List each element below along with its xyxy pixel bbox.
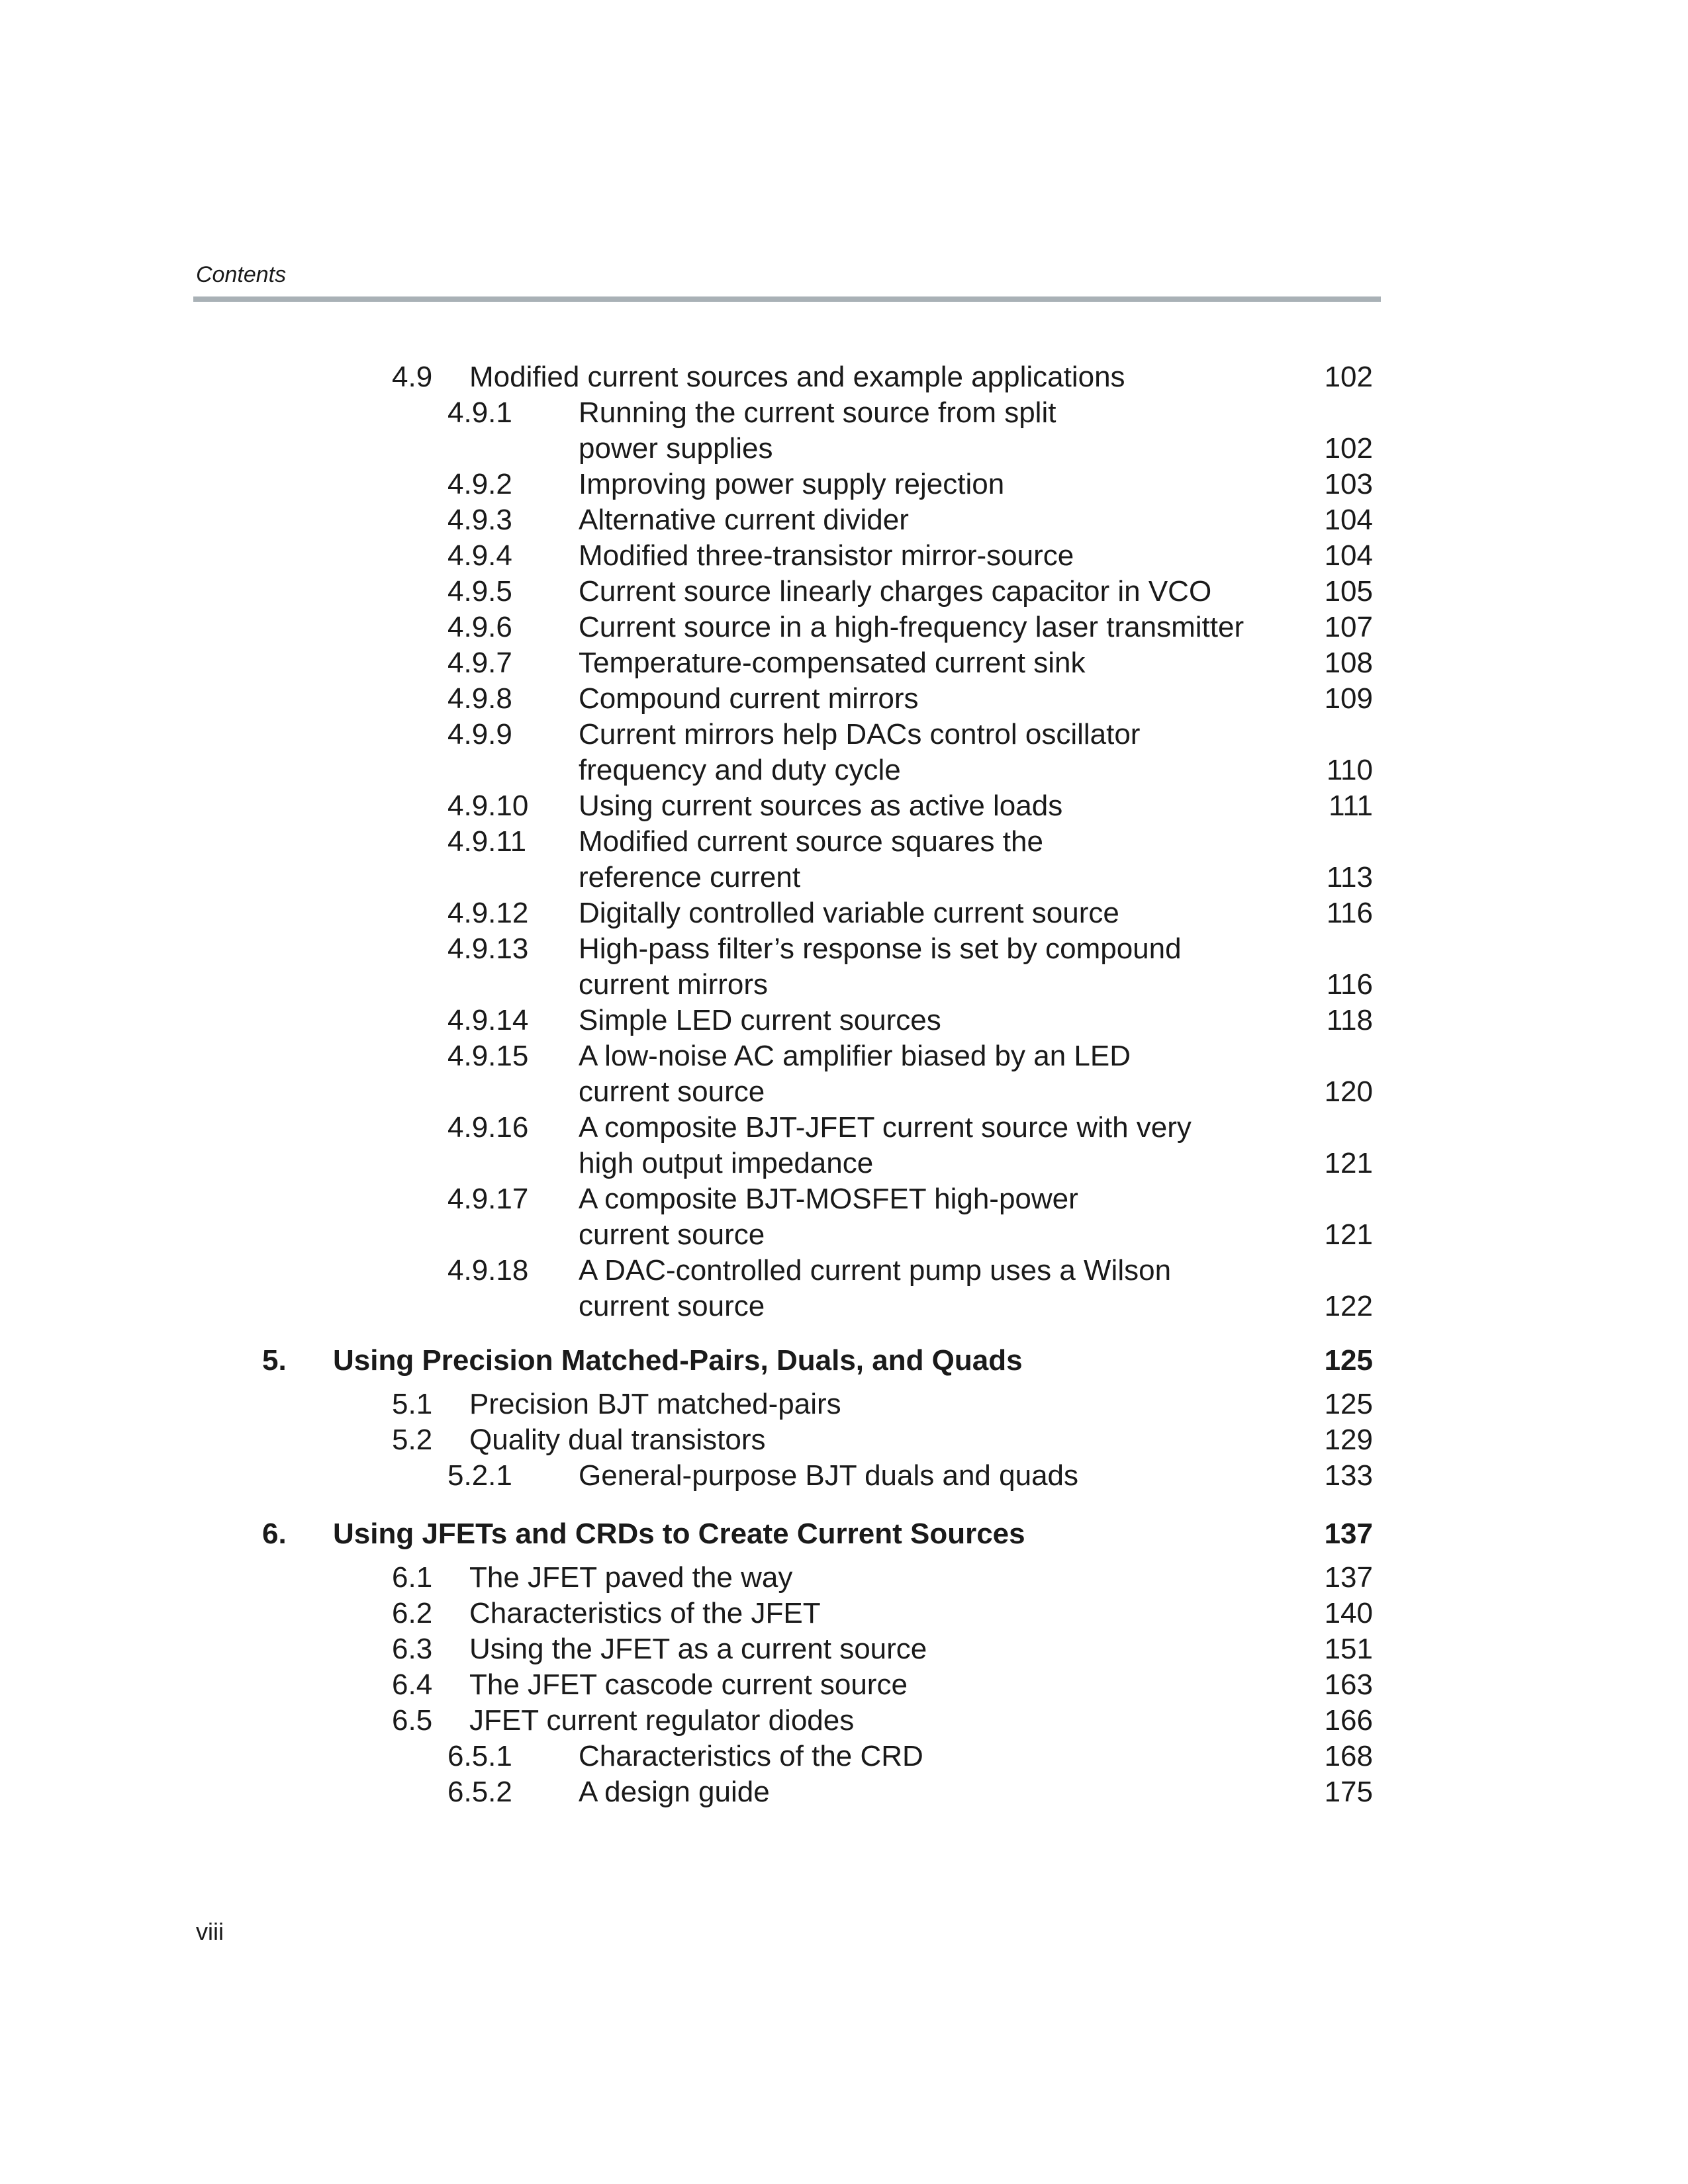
section-title: Current mirrors help DACs control oscillator [579,718,1141,751]
section-title: A DAC-controlled current pump uses a Wilson [579,1254,1172,1287]
toc-entry-4-9-2 [0,466,1688,503]
toc-entry-6-5-1 [0,1738,1688,1775]
section-title: Characteristics of the CRD [579,1740,923,1772]
section-number: 4.9.14 [447,1004,529,1036]
section-title: Using the JFET as a current source [469,1633,927,1665]
toc-entry-5-2-1 [0,1457,1688,1494]
section-number: 4.9.13 [447,933,529,965]
toc-entry-6-5-2 [0,1774,1688,1811]
page-number: 121 [1324,1147,1373,1179]
toc-entry-4-9-10 [0,788,1688,825]
toc-entry-4-9-9 [0,716,1688,753]
section-number: 4.9.1 [447,396,512,429]
section-title: A composite BJT-JFET current source with very [579,1111,1192,1144]
page-number: 116 [1326,968,1373,1001]
toc-entry-4-9-4 [0,537,1688,574]
toc-entry-4-9-17 [0,1181,1688,1218]
page-number: 121 [1324,1218,1373,1251]
toc-entry-4-9-5 [0,573,1688,610]
section-number: 4.9.4 [447,539,512,572]
section-title-continued: current source [579,1075,765,1108]
section-number: 6.5.1 [447,1740,512,1772]
chapter-number: 6. [262,1518,287,1550]
section-title: A low-noise AC amplifier biased by an LED [579,1040,1131,1072]
toc-entry-4-9-16-cont [0,1145,1688,1182]
toc-entry-5-1 [0,1386,1688,1423]
section-number: 4.9.11 [447,825,527,858]
page-number: 137 [1324,1561,1373,1594]
section-title: Quality dual transistors [469,1424,766,1456]
toc-chapter-5 [0,1342,1688,1379]
section-title: Characteristics of the JFET [469,1597,821,1629]
toc-entry-4-9-9-cont [0,752,1688,789]
section-title: The JFET cascode current source [469,1668,908,1701]
section-title: The JFET paved the way [469,1561,793,1594]
page-number: 140 [1324,1597,1373,1629]
section-title-continued: current source [579,1290,765,1322]
section-number: 5.1 [392,1388,433,1420]
section-number: 4.9.3 [447,504,512,536]
chapter-title: Using Precision Matched-Pairs, Duals, and Quads [333,1344,1023,1377]
page-number: 118 [1326,1004,1373,1036]
section-number: 4.9.6 [447,611,512,643]
section-title: Modified three-transistor mirror-source [579,539,1074,572]
toc-entry-4-9-18-cont [0,1288,1688,1325]
page-number: 113 [1326,861,1373,893]
section-number: 6.1 [392,1561,433,1594]
section-number: 4.9.7 [447,647,512,679]
page-number: 122 [1324,1290,1373,1322]
section-title: A composite BJT-MOSFET high-power [579,1183,1078,1215]
toc-entry-4-9-11-cont [0,859,1688,896]
section-title-continued: power supplies [579,432,773,465]
section-title: Improving power supply rejection [579,468,1005,500]
running-head: Contents [196,262,287,287]
section-title: Precision BJT matched-pairs [469,1388,841,1420]
page-number: 109 [1324,682,1373,715]
header-rule [193,296,1381,302]
page-number: 108 [1324,647,1373,679]
page-number: 120 [1324,1075,1373,1108]
toc-entry-4-9-18 [0,1252,1688,1289]
page-number: 175 [1324,1776,1373,1808]
toc-entry-4-9-3 [0,502,1688,539]
toc-entry-4-9-12 [0,895,1688,932]
page-number: 104 [1324,539,1373,572]
section-title: Digitally controlled variable current source [579,897,1119,929]
toc-entry-4-9-7 [0,645,1688,682]
section-number: 4.9.17 [447,1183,529,1215]
section-title: Compound current mirrors [579,682,919,715]
section-title-continued: high output impedance [579,1147,874,1179]
section-title: High-pass filter’s response is set by compound [579,933,1182,965]
section-title: Running the current source from split [579,396,1056,429]
section-title-continued: frequency and duty cycle [579,754,901,786]
page-folio: viii [196,1918,224,1945]
toc-entry-6-4 [0,1666,1688,1704]
section-number: 6.5 [392,1704,433,1737]
section-title: Current source linearly charges capacitor in VCO [579,575,1212,608]
section-title: A design guide [579,1776,770,1808]
section-number: 5.2 [392,1424,433,1456]
toc-entry-4-9 [0,359,1688,396]
toc-entry-4-9-14 [0,1002,1688,1039]
section-number: 4.9.10 [447,790,529,822]
page-number: 163 [1324,1668,1373,1701]
toc-entry-4-9-8 [0,680,1688,717]
page-number: 111 [1329,790,1373,822]
section-number: 4.9.2 [447,468,512,500]
section-number: 4.9.5 [447,575,512,608]
section-title: Simple LED current sources [579,1004,941,1036]
page-number: 125 [1324,1344,1373,1377]
section-title: General-purpose BJT duals and quads [579,1459,1079,1492]
section-title: Current source in a high-frequency laser transmitter [579,611,1244,643]
toc-entry-6-5 [0,1702,1688,1739]
page-number: 104 [1324,504,1373,536]
section-number: 6.4 [392,1668,433,1701]
section-title: Using current sources as active loads [579,790,1063,822]
toc-entry-4-9-15-cont [0,1073,1688,1111]
section-number: 4.9.9 [447,718,512,751]
page-number: 110 [1326,754,1373,786]
toc-entry-4-9-15 [0,1038,1688,1075]
toc-entry-4-9-1 [0,394,1688,432]
toc-chapter-6 [0,1516,1688,1553]
section-number: 4.9.8 [447,682,512,715]
page-number: 151 [1324,1633,1373,1665]
page-number: 105 [1324,575,1373,608]
page-number: 168 [1324,1740,1373,1772]
section-number: 4.9.12 [447,897,529,929]
chapter-number: 5. [262,1344,287,1377]
toc-entry-4-9-11 [0,823,1688,860]
section-number: 6.5.2 [447,1776,512,1808]
section-number: 4.9.16 [447,1111,529,1144]
page-number: 137 [1324,1518,1373,1550]
page-number: 102 [1324,361,1373,393]
toc-entry-6-1 [0,1559,1688,1596]
page-number: 107 [1324,611,1373,643]
page-number: 103 [1324,468,1373,500]
page-number: 116 [1326,897,1373,929]
toc-entry-4-9-13-cont [0,966,1688,1003]
section-title-continued: reference current [579,861,801,893]
section-title-continued: current source [579,1218,765,1251]
page-number: 129 [1324,1424,1373,1456]
chapter-title: Using JFETs and CRDs to Create Current Sources [333,1518,1025,1550]
section-title: Modified current sources and example applications [469,361,1125,393]
page-number: 133 [1324,1459,1373,1492]
section-number: 6.3 [392,1633,433,1665]
section-number: 5.2.1 [447,1459,512,1492]
toc-entry-4-9-13 [0,931,1688,968]
section-number: 4.9.18 [447,1254,529,1287]
page-number: 166 [1324,1704,1373,1737]
page-number: 102 [1324,432,1373,465]
section-title: Temperature-compensated current sink [579,647,1086,679]
section-title: JFET current regulator diodes [469,1704,855,1737]
toc-entry-4-9-1-cont [0,430,1688,467]
toc-entry-4-9-6 [0,609,1688,646]
section-number: 6.2 [392,1597,433,1629]
section-title: Alternative current divider [579,504,909,536]
toc-entry-6-2 [0,1595,1688,1632]
section-number: 4.9.15 [447,1040,529,1072]
toc-entry-4-9-16 [0,1109,1688,1146]
section-number: 4.9 [392,361,433,393]
section-title: Modified current source squares the [579,825,1043,858]
section-title-continued: current mirrors [579,968,769,1001]
toc-entry-4-9-17-cont [0,1216,1688,1253]
toc-entry-5-2 [0,1422,1688,1459]
toc-entry-6-3 [0,1631,1688,1668]
page-number: 125 [1324,1388,1373,1420]
